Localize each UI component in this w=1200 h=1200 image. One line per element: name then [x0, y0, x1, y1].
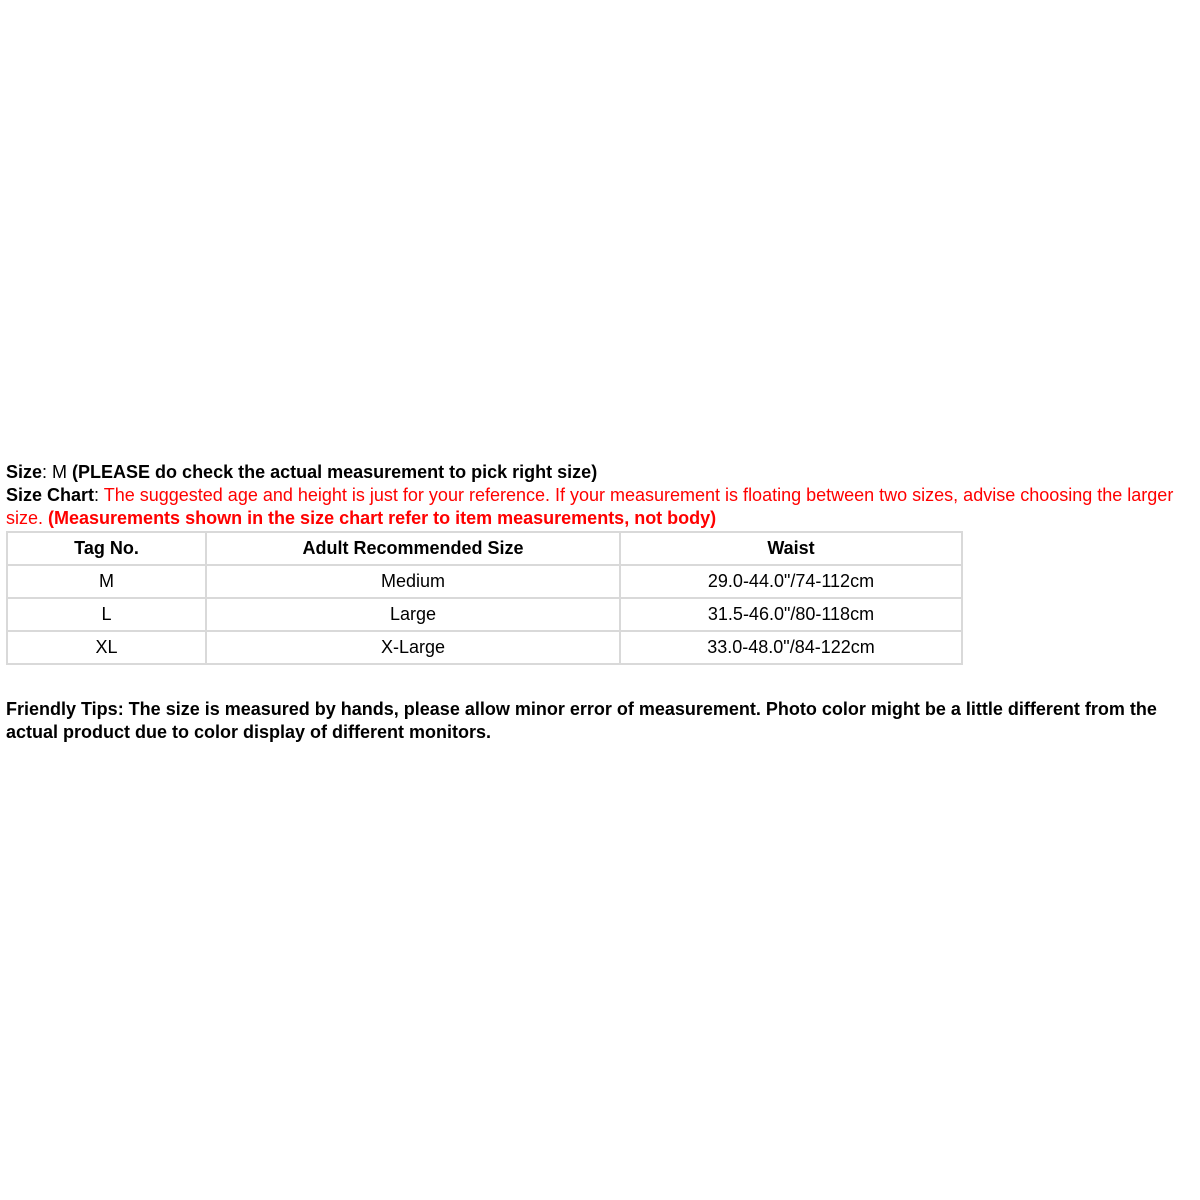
size-chart-note: (Measurements shown in the size chart refer to item measurements, not body)	[43, 508, 717, 528]
header-waist: Waist	[620, 532, 962, 565]
cell-waist: 29.0-44.0"/74-112cm	[620, 565, 962, 598]
header-tag-no: Tag No.	[7, 532, 206, 565]
table-row	[7, 598, 962, 631]
cell-tag: M	[7, 565, 206, 598]
size-chart-label: Size Chart	[6, 485, 95, 505]
header-adult-size: Adult Recommended Size	[206, 532, 620, 565]
size-value: M	[52, 462, 68, 482]
size-line	[6, 461, 1194, 484]
size-info-block	[6, 461, 1194, 744]
size-note: (PLEASE do check the actual measurement to pick right size)	[67, 462, 598, 482]
cell-adult-size: Large	[206, 598, 620, 631]
cell-tag: XL	[7, 631, 206, 664]
friendly-tips: Friendly Tips: The size is measured by hands, please allow minor error of measurement. Photo color might be a little different from the actual product due to color display of different monitors.	[6, 699, 1157, 742]
size-chart-text: The suggested age and height is just for your reference. If your measurement is floating between two sizes, advise choosing the larger size.	[6, 485, 1174, 528]
cell-waist: 33.0-48.0"/84-122cm	[620, 631, 962, 664]
size-chart-separator: :	[94, 485, 104, 505]
size-separator: :	[42, 462, 53, 482]
size-table	[6, 531, 963, 665]
cell-waist: 31.5-46.0"/80-118cm	[620, 598, 962, 631]
cell-adult-size: Medium	[206, 565, 620, 598]
cell-tag: L	[7, 598, 206, 631]
cell-adult-size: X-Large	[206, 631, 620, 664]
table-row	[7, 565, 962, 598]
size-label: Size	[6, 462, 43, 482]
table-header-row	[7, 532, 962, 565]
table-row	[7, 631, 962, 664]
size-chart-line	[6, 484, 1194, 530]
